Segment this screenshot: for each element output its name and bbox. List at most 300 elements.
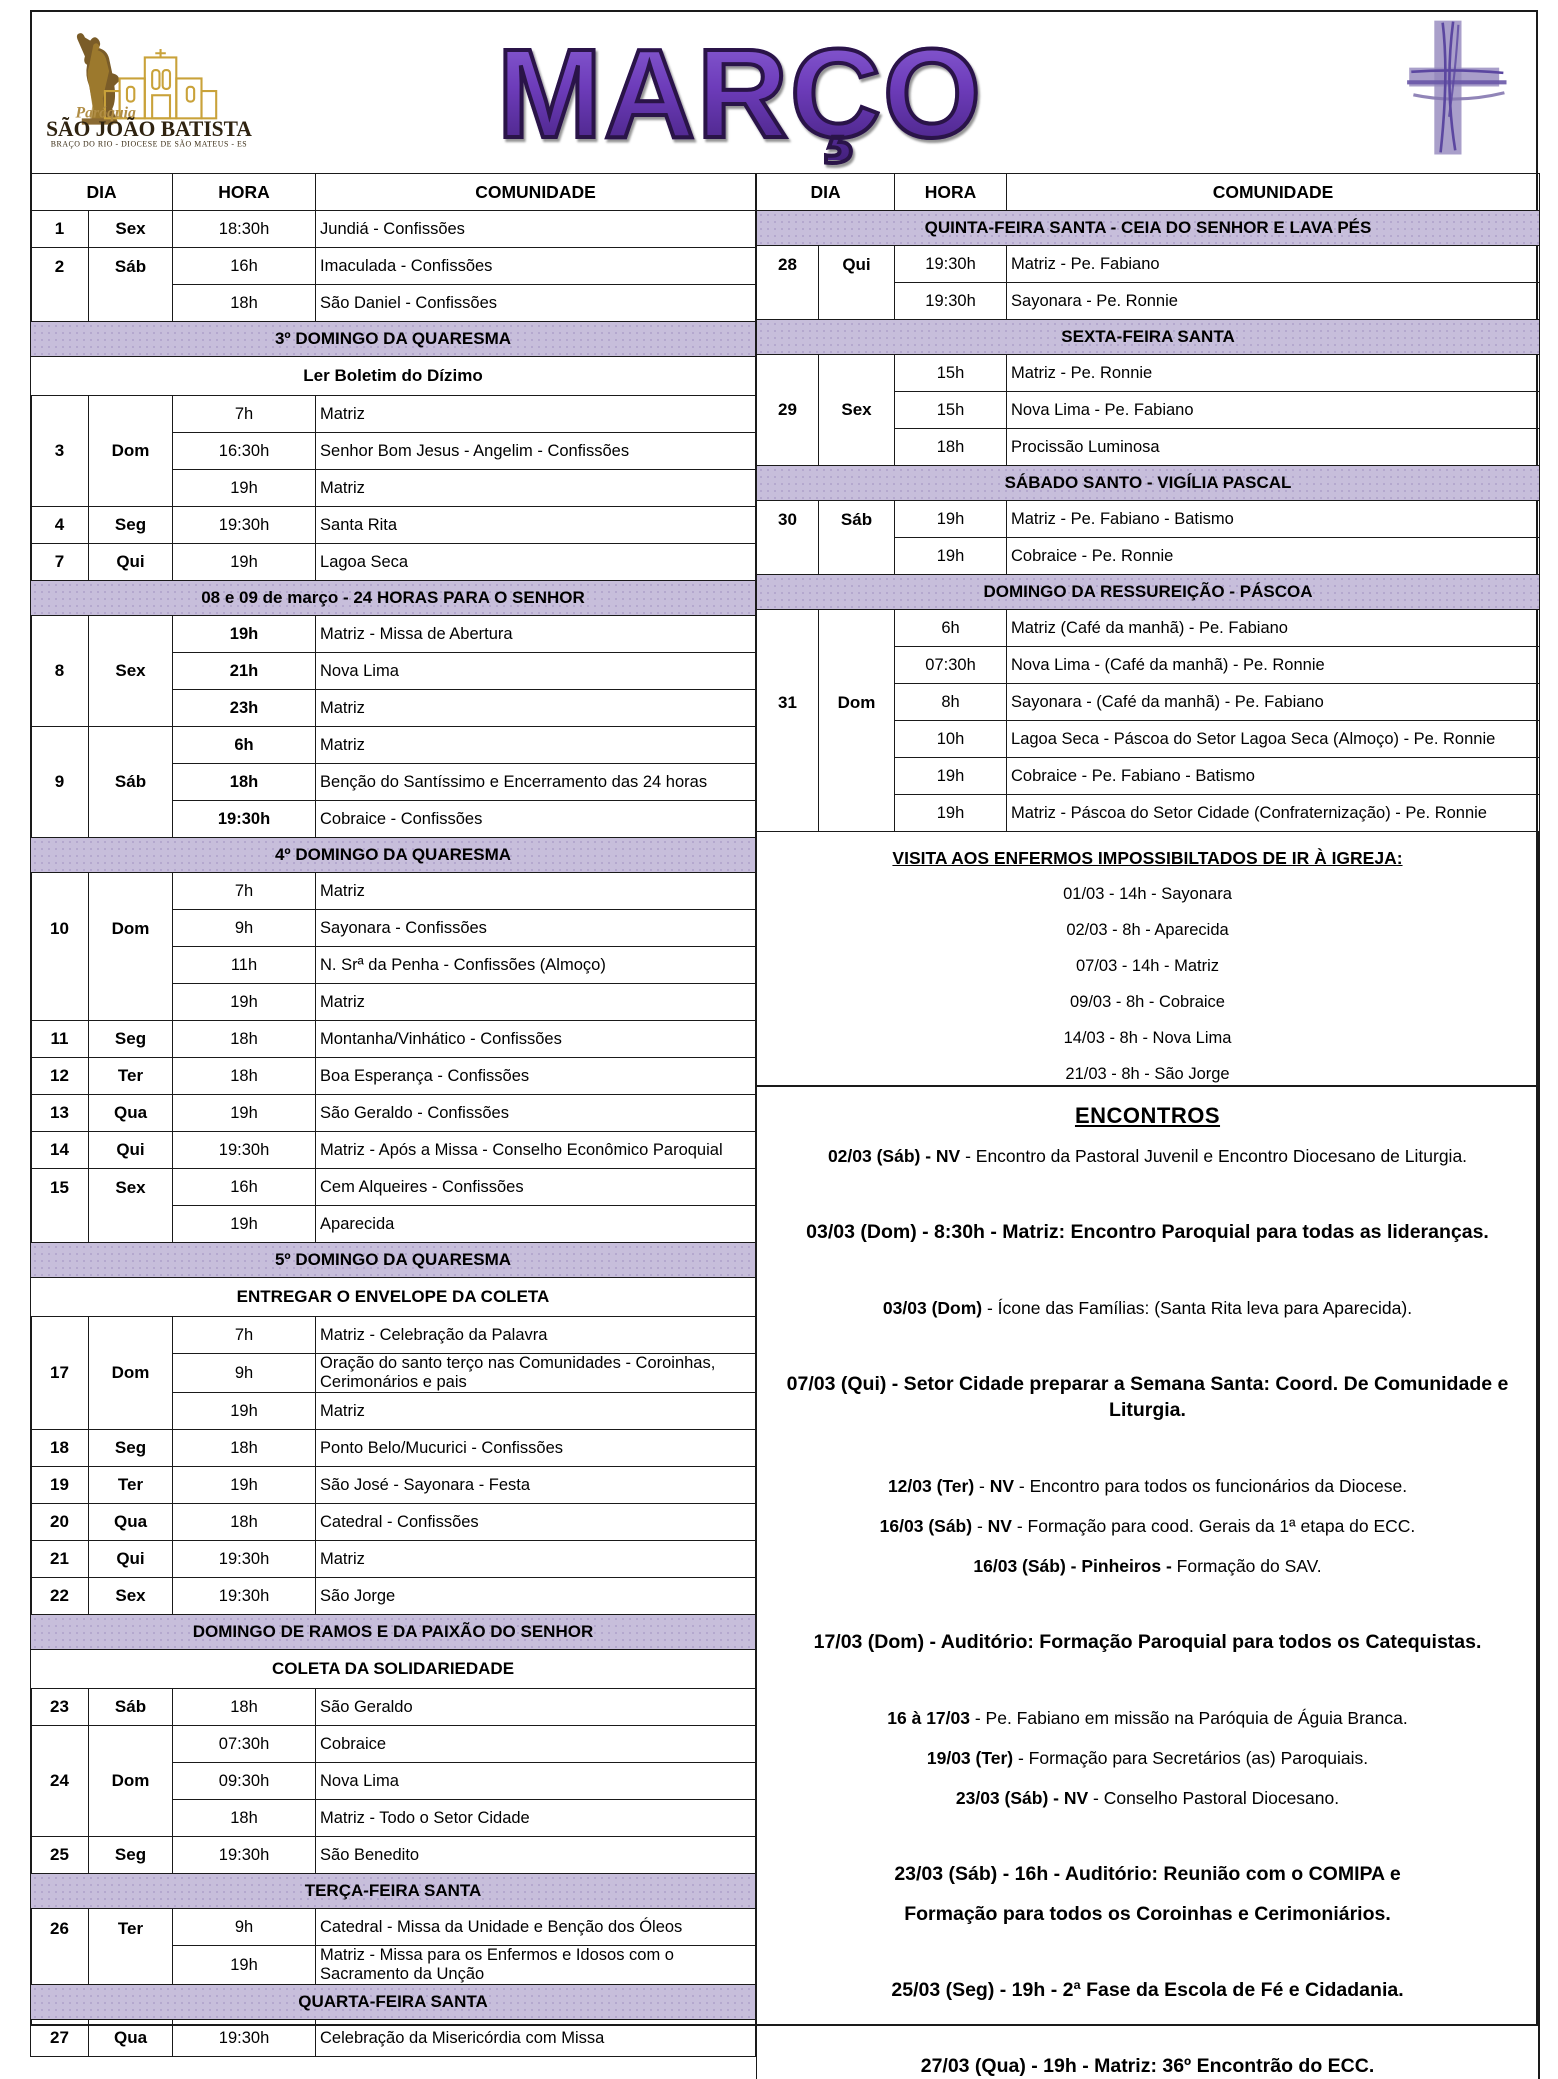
event-row	[31, 396, 756, 433]
weekday-label: Ter	[117, 1918, 144, 1938]
meeting-entry-text: 02/03 (Sáb) - NV	[827, 1146, 961, 1166]
hora-cell: 19h	[173, 1946, 316, 1985]
meeting-entry	[771, 1901, 1524, 1927]
meeting-entry-text: Formação para todos os Coroinhas e Cerimoniários.	[904, 1903, 1391, 1925]
meeting-entry	[771, 1371, 1524, 1423]
weekday-label: Qui	[842, 254, 871, 274]
hora-cell: 16h	[173, 1169, 316, 1206]
weekday-cell	[89, 396, 173, 507]
hora-cell: 19h	[173, 1467, 316, 1504]
event-row	[757, 610, 1540, 647]
comunidade-cell: Matriz - Missa para os Enfermos e Idosos com o Sacramento da Unção	[316, 1946, 756, 1985]
sick-visits-list	[757, 883, 1538, 1085]
sick-visits-section	[756, 832, 1540, 1087]
hora-cell: 07:30h	[895, 647, 1007, 684]
comunidade-cell: Celebração da Misericórdia com Missa	[316, 2020, 756, 2057]
event-row	[31, 1467, 756, 1504]
hora-cell: 9h	[173, 910, 316, 947]
weekday-label: Dom	[111, 1771, 150, 1790]
day-number: 14	[50, 1140, 69, 1159]
day-number: 12	[50, 1066, 69, 1085]
section-banner-row	[31, 1874, 756, 1909]
dia-header: DIA	[31, 174, 173, 211]
hora-cell: 7h	[173, 1317, 316, 1354]
comunidade-cell: Lagoa Seca - Páscoa do Setor Lagoa Seca (Almoço) - Pe. Ronnie	[1007, 721, 1540, 758]
weekday-label: Dom	[111, 441, 150, 460]
section-banner: 4º DOMINGO DA QUARESMA	[31, 838, 756, 873]
section-banner-row	[757, 211, 1540, 246]
right-column	[756, 173, 1540, 2077]
hora-cell: 19h	[173, 616, 316, 653]
event-row	[31, 1132, 756, 1169]
day-cell	[31, 1909, 89, 1985]
comunidade-cell: Montanha/Vinhático - Confissões	[316, 1021, 756, 1058]
day-number: 29	[778, 400, 797, 419]
hora-cell: 19h	[173, 1393, 316, 1430]
day-cell	[31, 1095, 89, 1132]
comunidade-cell: Lagoa Seca	[316, 544, 756, 581]
day-number: 4	[54, 515, 65, 534]
comunidade-cell: Matriz	[316, 1541, 756, 1578]
comunidade-cell: Jundiá - Confissões	[316, 211, 756, 248]
hora-cell: 19h	[895, 795, 1007, 832]
parish-logo-graphic	[44, 30, 254, 150]
day-cell	[31, 1578, 89, 1615]
meeting-entry-text: Formação do SAV.	[1176, 1556, 1322, 1576]
day-cell	[31, 727, 89, 838]
day-number: 10	[50, 918, 69, 938]
schedule-table-left	[30, 173, 756, 2057]
comunidade-cell: São Geraldo - Confissões	[316, 1095, 756, 1132]
event-row	[31, 1837, 756, 1874]
day-cell	[31, 211, 89, 248]
weekday-label: Sex	[115, 661, 146, 680]
comunidade-cell: Cobraice	[316, 1726, 756, 1763]
weekday-cell	[89, 1689, 173, 1726]
hora-cell: 18h	[895, 429, 1007, 466]
section-banner-row	[31, 1985, 756, 2020]
day-cell	[31, 1837, 89, 1874]
day-number: 21	[50, 1549, 69, 1568]
sick-visit-entry: 09/03 - 8h - Cobraice	[1069, 993, 1225, 1011]
weekday-cell	[89, 507, 173, 544]
event-row	[31, 1726, 756, 1763]
meeting-entry	[771, 1473, 1524, 1499]
event-row	[31, 211, 756, 248]
day-cell	[31, 248, 89, 322]
comunidade-cell: Matriz - Páscoa do Setor Cidade (Confraternização) - Pe. Ronnie	[1007, 795, 1540, 832]
meeting-entry	[771, 2053, 1524, 2079]
section-banner: DOMINGO DE RAMOS E DA PAIXÃO DO SENHOR	[31, 1615, 756, 1650]
meeting-entry	[771, 1785, 1524, 1811]
meeting-entry	[771, 1705, 1524, 1731]
comunidade-header: COMUNIDADE	[316, 174, 756, 211]
meeting-entry-text: 12/03 (Ter)	[887, 1476, 975, 1496]
sick-visit-entry: 07/03 - 14h - Matriz	[1075, 957, 1220, 975]
comunidade-cell: Matriz - Pe. Fabiano - Batismo	[1007, 501, 1540, 538]
event-row	[31, 1021, 756, 1058]
weekday-label: Sáb	[840, 509, 873, 529]
comunidade-cell: Matriz	[316, 396, 756, 433]
day-cell	[31, 1726, 89, 1837]
weekday-cell	[89, 1021, 173, 1058]
hora-header: HORA	[895, 174, 1007, 211]
meeting-entry-text: - Ícone das Famílias: (Santa Rita leva para Aparecida).	[982, 1298, 1413, 1318]
weekday-cell	[89, 727, 173, 838]
comunidade-cell: Imaculada - Confissões	[316, 248, 756, 285]
meeting-entry	[771, 1553, 1524, 1579]
comunidade-cell: São Geraldo	[316, 1689, 756, 1726]
day-number: 2	[54, 256, 65, 276]
day-number: 18	[50, 1438, 69, 1457]
day-cell	[31, 1132, 89, 1169]
comunidade-cell: Aparecida	[316, 1206, 756, 1243]
day-cell	[757, 246, 819, 320]
meeting-entry-text: 27/03 (Qua) - 19h - Matriz: 36º Encontrão do ECC.	[920, 2055, 1375, 2077]
event-row	[31, 1169, 756, 1206]
weekday-label: Sex	[115, 1177, 146, 1197]
meeting-entry-text: 17/03 (Dom) - Auditório: Formação Paroquial para todos os Catequistas.	[813, 1631, 1482, 1653]
hora-cell: 19h	[895, 538, 1007, 575]
event-row	[31, 1058, 756, 1095]
hora-cell: 19:30h	[173, 1578, 316, 1615]
hora-cell: 18:30h	[173, 211, 316, 248]
meeting-entry-text: -	[972, 1516, 988, 1536]
comunidade-cell: Sayonara - Pe. Ronnie	[1007, 283, 1540, 320]
day-number: 27	[50, 2028, 69, 2047]
logo-name-text: SÃO JOÃO BATISTA	[46, 116, 252, 142]
comunidade-cell: Matriz	[316, 984, 756, 1021]
day-number: 31	[778, 692, 797, 712]
day-number: 26	[50, 1918, 69, 1938]
comunidade-cell: São Jorge	[316, 1578, 756, 1615]
comunidade-cell: Nova Lima	[316, 1763, 756, 1800]
day-number: 8	[54, 661, 65, 680]
comunidade-cell: Cobraice - Pe. Fabiano - Batismo	[1007, 758, 1540, 795]
hora-cell: 18h	[173, 764, 316, 801]
meeting-entry-text: - Encontro para todos os funcionários da Diocese.	[1014, 1476, 1408, 1496]
section-banner: TERÇA-FEIRA SANTA	[31, 1874, 756, 1909]
event-row	[31, 1541, 756, 1578]
event-row	[31, 616, 756, 653]
hora-cell: 19h	[173, 544, 316, 581]
hora-cell: 23h	[173, 690, 316, 727]
event-row	[31, 544, 756, 581]
comunidade-cell: Ponto Belo/Mucurici - Confissões	[316, 1430, 756, 1467]
comunidade-cell: Matriz	[316, 690, 756, 727]
day-number: 24	[50, 1771, 69, 1790]
meeting-entry-text: 03/03 (Dom)	[882, 1298, 983, 1318]
weekday-label: Dom	[111, 1363, 150, 1382]
comunidade-cell: Sayonara - Confissões	[316, 910, 756, 947]
meeting-entry-text: NV	[987, 1516, 1012, 1536]
meeting-entry-text: 23/03 (Sáb) - NV	[955, 1788, 1089, 1808]
weekday-cell	[89, 2020, 173, 2057]
meeting-entry	[771, 1745, 1524, 1771]
event-row	[31, 727, 756, 764]
section-banner-row	[31, 322, 756, 357]
sick-visit-entry: 14/03 - 8h - Nova Lima	[1063, 1029, 1232, 1047]
day-number: 3	[54, 441, 65, 460]
meeting-entry-text: - Formação para Secretários (as) Paroquiais.	[1013, 1748, 1369, 1768]
hora-cell: 6h	[895, 610, 1007, 647]
section-banner: 08 e 09 de março - 24 HORAS PARA O SENHOR	[31, 581, 756, 616]
weekday-cell	[819, 355, 895, 466]
hora-cell: 18h	[173, 285, 316, 322]
weekday-cell	[89, 248, 173, 322]
section-banner-row	[31, 1615, 756, 1650]
header-row	[31, 174, 756, 211]
weekday-cell	[819, 501, 895, 575]
hora-cell: 10h	[895, 721, 1007, 758]
meeting-entry-text: 16/03 (Sáb) - Pinheiros -	[973, 1556, 1177, 1576]
weekday-label: Sáb	[114, 1697, 147, 1716]
info-row	[31, 1278, 756, 1317]
meeting-entry-text: 19/03 (Ter)	[926, 1748, 1014, 1768]
comunidade-cell: Matriz - Todo o Setor Cidade	[316, 1800, 756, 1837]
weekday-cell	[89, 873, 173, 1021]
weekday-cell	[819, 246, 895, 320]
weekday-cell	[819, 610, 895, 832]
hora-cell: 19:30h	[895, 246, 1007, 283]
comunidade-cell: Nova Lima - (Café da manhã) - Pe. Ronnie	[1007, 647, 1540, 684]
hora-cell: 18h	[173, 1504, 316, 1541]
section-banner-row	[31, 838, 756, 873]
info-note: COLETA DA SOLIDARIEDADE	[31, 1650, 756, 1689]
hora-cell: 18h	[173, 1021, 316, 1058]
weekday-label: Qui	[116, 1549, 145, 1568]
day-number: 20	[50, 1512, 69, 1531]
event-row	[31, 1578, 756, 1615]
comunidade-cell: N. Srª da Penha - Confissões (Almoço)	[316, 947, 756, 984]
meeting-entry-text: -	[974, 1476, 990, 1496]
section-banner: 5º DOMINGO DA QUARESMA	[31, 1243, 756, 1278]
meeting-entry-text: 07/03 (Qui) - Setor Cidade preparar a Semana Santa: Coord. De Comunidade e Liturgia.	[786, 1373, 1509, 1421]
day-number: 9	[54, 772, 65, 791]
weekday-cell	[89, 1058, 173, 1095]
weekday-cell	[89, 1726, 173, 1837]
day-number: 22	[50, 1586, 69, 1605]
day-number: 23	[50, 1697, 69, 1716]
meeting-entry	[771, 1295, 1524, 1321]
schedule-table-right	[756, 173, 1540, 832]
day-number: 28	[778, 254, 797, 274]
weekday-cell	[89, 1909, 173, 1985]
day-cell	[31, 873, 89, 1021]
meeting-entry	[771, 1629, 1524, 1655]
event-row	[31, 1504, 756, 1541]
comunidade-cell: São José - Sayonara - Festa	[316, 1467, 756, 1504]
hora-cell: 19:30h	[173, 2020, 316, 2057]
meeting-entry-text: NV	[989, 1476, 1015, 1496]
day-cell	[757, 501, 819, 575]
section-banner-row	[757, 320, 1540, 355]
weekday-label: Dom	[111, 918, 150, 938]
meeting-entry	[771, 1977, 1524, 2003]
weekday-cell	[89, 1504, 173, 1541]
day-cell	[757, 355, 819, 466]
hora-cell: 19:30h	[173, 1541, 316, 1578]
comunidade-header: COMUNIDADE	[1007, 174, 1540, 211]
logo-caption-text: BRAÇO DO RIO - DIOCESE DE SÃO MATEUS - ES	[50, 139, 248, 149]
hora-cell: 8h	[895, 684, 1007, 721]
hora-cell: 18h	[173, 1430, 316, 1467]
event-row	[757, 246, 1540, 283]
weekday-label: Sáb	[114, 256, 147, 276]
comunidade-cell: Catedral - Missa da Unidade e Benção dos Óleos	[316, 1909, 756, 1946]
comunidade-cell: Matriz - Missa de Abertura	[316, 616, 756, 653]
day-cell	[31, 2020, 89, 2057]
hora-cell: 18h	[173, 1800, 316, 1837]
comunidade-cell: Cobraice - Confissões	[316, 801, 756, 838]
hora-cell: 19:30h	[895, 283, 1007, 320]
hora-cell: 9h	[173, 1354, 316, 1393]
comunidade-cell: Nova Lima - Pe. Fabiano	[1007, 392, 1540, 429]
hora-cell: 19h	[173, 1095, 316, 1132]
weekday-label: Sex	[115, 1586, 146, 1605]
hora-cell: 7h	[173, 396, 316, 433]
weekday-cell	[89, 1837, 173, 1874]
header-row	[757, 174, 1540, 211]
section-banner: DOMINGO DA RESSUREIÇÃO - PÁSCOA	[757, 575, 1540, 610]
day-number: 7	[54, 552, 65, 571]
weekday-label: Sex	[115, 219, 146, 238]
day-number: 19	[50, 1475, 69, 1494]
day-number: 15	[50, 1177, 69, 1197]
info-row	[31, 1650, 756, 1689]
hora-cell: 18h	[173, 1689, 316, 1726]
weekday-cell	[89, 1541, 173, 1578]
info-note: ENTREGAR O ENVELOPE DA COLETA	[31, 1278, 756, 1317]
day-cell	[31, 396, 89, 507]
comunidade-cell: Matriz	[316, 873, 756, 910]
section-banner: QUARTA-FEIRA SANTA	[31, 1985, 756, 2020]
weekday-label: Sex	[841, 400, 872, 419]
meetings-section	[756, 1087, 1540, 2079]
weekday-label: Ter	[117, 1475, 144, 1494]
event-row	[31, 2020, 756, 2057]
meetings-title: ENCONTROS	[1074, 1103, 1221, 1128]
hora-cell: 6h	[173, 727, 316, 764]
meeting-entry	[771, 1219, 1524, 1245]
comunidade-cell: Cem Alqueires - Confissões	[316, 1169, 756, 1206]
weekday-label: Sáb	[114, 772, 147, 791]
comunidade-cell: Matriz - Celebração da Palavra	[316, 1317, 756, 1354]
section-banner: SÁBADO SANTO - VIGÍLIA PASCAL	[757, 466, 1540, 501]
hora-cell: 7h	[173, 873, 316, 910]
hora-cell: 19h	[895, 758, 1007, 795]
day-cell	[31, 507, 89, 544]
day-cell	[31, 1430, 89, 1467]
meeting-entry-text: - Encontro da Pastoral Juvenil e Encontro Diocesano de Liturgia.	[960, 1146, 1468, 1166]
weekday-label: Qua	[113, 2028, 148, 2047]
comunidade-cell: Nova Lima	[316, 653, 756, 690]
hora-cell: 19:30h	[173, 801, 316, 838]
meeting-entry	[771, 1861, 1524, 1887]
section-banner-row	[757, 466, 1540, 501]
comunidade-cell: Procissão Luminosa	[1007, 429, 1540, 466]
hora-cell: 15h	[895, 355, 1007, 392]
hora-cell: 19h	[173, 1206, 316, 1243]
comunidade-cell: Matriz	[316, 1393, 756, 1430]
meeting-entry-text: 16/03 (Sáb)	[879, 1516, 973, 1536]
meeting-entry	[771, 1143, 1524, 1169]
meeting-entry-text: 16 à 17/03	[887, 1708, 970, 1728]
meeting-entry-text: - Pe. Fabiano em missão na Paróquia de Águia Branca.	[969, 1708, 1408, 1728]
weekday-cell	[89, 1578, 173, 1615]
comunidade-cell: Boa Esperança - Confissões	[316, 1058, 756, 1095]
sick-visit-entry: 01/03 - 14h - Sayonara	[1063, 885, 1232, 903]
comunidade-cell: Matriz	[316, 727, 756, 764]
weekday-label: Qui	[116, 1140, 145, 1159]
event-row	[31, 1095, 756, 1132]
hora-cell: 19:30h	[173, 1837, 316, 1874]
weekday-label: Seg	[114, 515, 147, 534]
comunidade-cell: Matriz - Pe. Ronnie	[1007, 355, 1540, 392]
hora-cell: 18h	[173, 1058, 316, 1095]
sick-visit-entry: 02/03 - 8h - Aparecida	[1066, 921, 1229, 939]
comunidade-cell: Santa Rita	[316, 507, 756, 544]
hora-cell: 19h	[173, 470, 316, 507]
hora-cell: 16:30h	[173, 433, 316, 470]
day-number: 11	[50, 1029, 69, 1048]
weekday-label: Dom	[837, 692, 876, 712]
month-title: MARÇO	[390, 28, 1090, 160]
day-cell	[31, 1058, 89, 1095]
hora-cell: 16h	[173, 248, 316, 285]
hora-cell: 15h	[895, 392, 1007, 429]
comunidade-cell: Benção do Santíssimo e Encerramento das 24 horas	[316, 764, 756, 801]
comunidade-cell: Matriz - Pe. Fabiano	[1007, 246, 1540, 283]
cross-icon	[1382, 12, 1518, 162]
weekday-label: Qui	[116, 552, 145, 571]
hora-cell: 19:30h	[173, 507, 316, 544]
day-cell	[31, 544, 89, 581]
comunidade-cell: São Daniel - Confissões	[316, 285, 756, 322]
hora-cell: 19:30h	[173, 1132, 316, 1169]
section-banner-row	[31, 581, 756, 616]
meetings-list	[771, 1143, 1524, 2079]
info-row	[31, 357, 756, 396]
event-row	[31, 1430, 756, 1467]
meeting-entry-text: 23/03 (Sáb) - 16h - Auditório: Reunião com o COMIPA e	[894, 1863, 1401, 1885]
event-row	[31, 1317, 756, 1354]
meeting-entry-text: - Formação para cood. Gerais da 1ª etapa do ECC.	[1011, 1516, 1416, 1536]
sick-visit-entry: 21/03 - 8h - São Jorge	[1065, 1065, 1230, 1083]
section-banner: SEXTA-FEIRA SANTA	[757, 320, 1540, 355]
day-cell	[31, 1541, 89, 1578]
hora-cell: 19h	[895, 501, 1007, 538]
section-banner: QUINTA-FEIRA SANTA - CEIA DO SENHOR E LAVA PÉS	[757, 211, 1540, 246]
day-number: 25	[50, 1845, 69, 1864]
weekday-cell	[89, 1169, 173, 1243]
day-number: 17	[50, 1363, 69, 1382]
day-cell	[31, 616, 89, 727]
hora-cell: 21h	[173, 653, 316, 690]
meeting-entry-text: 25/03 (Seg) - 19h - 2ª Fase da Escola de Fé e Cidadania.	[891, 1979, 1404, 2001]
weekday-cell	[89, 1467, 173, 1504]
hora-cell: 09:30h	[173, 1763, 316, 1800]
hora-cell: 9h	[173, 1909, 316, 1946]
meeting-entry	[771, 1513, 1524, 1539]
weekday-cell	[89, 616, 173, 727]
weekday-cell	[89, 1132, 173, 1169]
weekday-label: Ter	[117, 1066, 144, 1085]
hora-header: HORA	[173, 174, 316, 211]
day-cell	[757, 610, 819, 832]
comunidade-cell: São Benedito	[316, 1837, 756, 1874]
weekday-cell	[89, 1095, 173, 1132]
